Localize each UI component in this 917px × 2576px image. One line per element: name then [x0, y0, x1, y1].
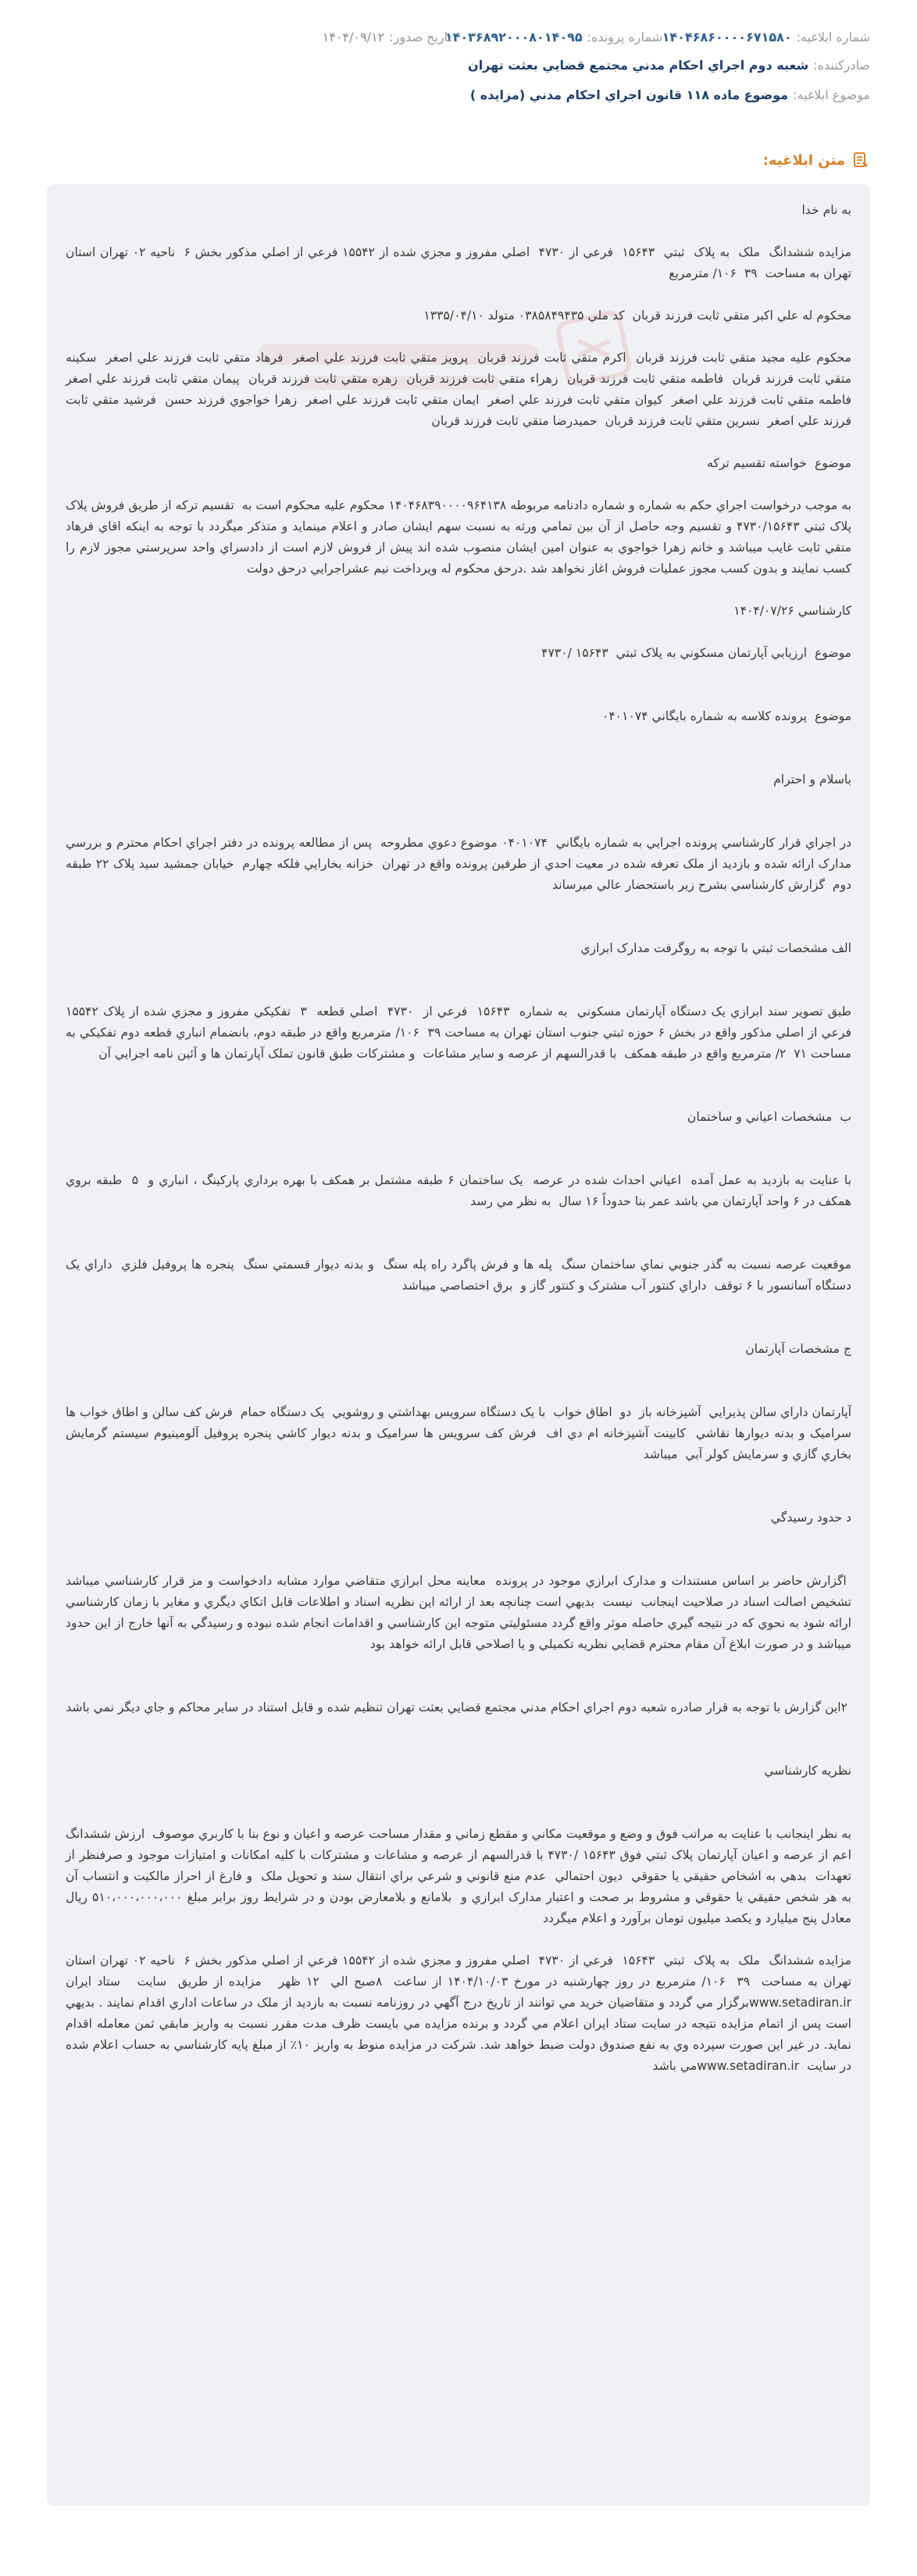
subject-row	[47, 80, 870, 109]
notice-body-text: به نام خدا مزايده ششدانگ ملک به پلاک ثبتي ۱۵۶۴۳ فرعي از ۴۷۳۰ اصلي مفروز و مجزي شده از ۱۵۵۴۲ فرعي از اصلي مذکور بخش ۶ ناحيه ۰۲ تهران استان تهران به مساحت ۳۹ ۱۰۶/ مترمربع محکوم له علي اکبر متقي ثابت فرزند قربان کد ملي ۰۳۸۵۸۴۹۴۳۵ متولد ۱۳۳۵/۰۴/۱۰ محکوم عليه مجيد متقي ثابت فرزند قربان اکرم متقي ثابت فرزند قربان پرويز متقي ثابت فرزند علي اصغر فرهاد متقي ثابت فرزند علي اصغر سکينه متقي ثابت فرزند قربان فاطمه متقي ثابت فرزند قربان زهراء متقي ثابت فرزند قربان زهره متقي ثابت فرزند قربان پيمان متقي ثابت فرزند علي اصغر فاطمه متقي ثابت فرزند علي اصغر کيوان متقي ثابت فرزند علي اصغر ايمان متقي ثابت فرزند علي اصغر زهرا خواجوي فرزند حسن فرشيد متقي ثابت فرزند علي اصغر نسرين متقي ثابت فرزند قربان حميدرضا متقي ثابت فرزند قربان موضوع خواسته تقسيم ترکه به موجب درخواست اجراي حکم به شماره و شماره دادنامه مربوطه ۱۴۰۴۶۸۳۹۰۰۰۰۹۶۴۱۳۸ محکوم عليه محکوم است به تقسيم ترکه از طريق فروش پلاک پلاک ثبتي ۴۷۳۰/۱۵۶۴۳ و تقسيم وجه حاصل از آن بين تمامي ورثه به نسبت سهم ايشان صادر و اعلام مينمايد و متذکر ميگردد با توجه به اينکه اقاي فرهاد متقي ثابت غايب ميباشد و خانم زهرا خواجوي به عنوان امين ايشان منصوب شده اند پيش از فروش لازم است از دادسراي واحد سرپرستي مجوز لازم را کسب نمايند و بدون کسب مجوز عمليات فروش اغاز نخواهد شد .درحق محکوم له ويرداخت نيم عشراجرايي درحق دولت کارشناسي ۱۴۰۴/۰۷/۲۶ موضوع ارزيابي آپارتمان مسکوني به پلاک ثبتي ۱۵۶۴۳ /۴۷۳۰ موضوع پرونده کلاسه به شماره بايگاني ۰۴۰۱۰۷۴ باسلام و احترام در اجراي قرار کارشناسي پرونده اجرايي به شماره بايگاني ۰۴۰۱۰۷۴ موضوع دعوي مطروحه پس از مطالعه پرونده در دفتر اجراي احکام محترم و بررسي مدارک ارائه شده و بازديد از ملک تعرفه شده در معيت احدي از طرفين پرونده واقع در تهران خزانه بخارايي فلکه چهارم خيابان جمشيد سيد پلاک ۲۲ طبقه دوم گزارش کارشناسي بشرح زير باستحضار عالي ميرساند الف مشخصات ثبتي با توجه به روگرفت مدارک ابرازي طبق تصوير سند ابرازي يک دستگاه آپارتمان مسکوني به شماره ۱۵۶۴۳ فرعي از ۴۷۳۰ اصلي قطعه ۳ تفکيکي مفروز و مجزي شده از پلاک ۱۵۵۴۲ فرعي از اصلي مذکور واقع در بخش ۶ حوزه ثبتي جنوب استان تهران به مساحت ۳۹ ۱۰۶/ مترمربع واقع در طبقه دوم، بانضمام انباري قطعه دوم تفکيکي به مساحت ۷۱ ۲/ مترمربع واقع در طبقه همکف با قدرالسهم از عرصه و ساير مشاعات و مشترکات طبق قانون تملک آپارتمان ها و آئين نامه اجرايي آن ب مشخصات اعياني و ساختمان با عنايت به بازديد به عمل آمده اعياني احداث شده در عرصه يک ساختمان ۶ طبقه مشتمل بر همکف با بهره برداري پارکينگ ، انباري و ۵ طبقه بروي همکف در ۶ واحد آپارتمان مي باشد عمر بنا حدوداً ۱۶ سال به نظر مي رسد موقعيت عرصه نسبت به گذر جنوبي نماي ساختمان سنگ پله ها و فرش پاگرد راه پله سنگ و بدنه ديوار قسمتي سنگ پنجره ها پروفيل فلزي داراي يک دستگاه آسانسور با ۶ توقف داراي کنتور آب مشترک و کنتور گاز و برق اختصاصي ميباشد ج مشخصات آپارتمان آپارتمان داراي سالن پذيرايي آشپزخانه باز دو اطاق خواب با يک دستگاه سرويس بهداشتي و روشويي يک دستگاه حمام فرش کف سالن و اطاق خواب ها سراميک و بدنه ديوارها نقاشي کابينت آشپزخانه ام دي اف فرش کف سرويس ها سراميک و بدنه ديوار کاشي پنجره پروفيل آلومينيوم سيستم گرمايش بخاري گازي و سرمايش کولر آبي ميباشد د حدود رسيدگي اگزارش حاضر بر اساس مستندات و مدارک ابرازي موجود در پرونده معاينه محل ابرازي متقاضي موارد مشابه دادخواست و مز قرار کارشناسي ميباشد تشخيص اصالت اسناد در صلاحيت اينجانب نيست بديهي است چنانچه بعد از ارائه اين نظريه اسناد و اطلاعات قابل اتکاي ديگري و مغاير با زمان کارشناسي ارائه شود به نحوي که در نتيجه گيري حاصله موثر واقع گردد مسئوليتي متوجه اين کارشناسي و اقدامات انجام شده نبوده و رسيدگي به آنها خارج از اين حدود ميباشد و در صورت ابلاغ آن مقام محترم قضايي نظريه تکميلي و يا اصلاحي قابل ارائه خواهد بود ۲اين گزارش با توجه به قرار صادره شعبه دوم اجراي احکام مدني مجتمع قضايي بعثت تهران تنظيم شده و قابل استناد در ساير محاکم و جاي ديگر نمي باشد نظريه کارشناسي به نظر اينجانب با عنايت به مراتب فوق و وضع و موقعيت مکاني و مقطع زماني و مقدار مساحت عرصه و اعيان و نوع بنا با کاربري موصوف ارزش ششدانگ اعم از عرصه و اعيان آپارتمان پلاک ثبتي فوق ۱۵۶۴۳ /۴۷۳۰ با قدرالسهم از عرصه و مشاعات و مشترکات با کليه امکانات و امتيازات موجود و صرفنظر از تعهدات بدهي به اشخاص حقيقي يا حقوقي ديون احتمالي عدم منع قانوني و شرعي براي انتقال سند و تحويل ملک و فارغ از احراز مالکيت و انتساب آن به هر شخص حقيقي يا حقوقي و مشروط بر صحت و اعتبار مدارک ابرازي و بلامانع و بلامعارض بودن و در شرايط روز برابر مبلغ ۵۱۰،۰۰۰،۰۰۰،۰۰۰ ريال معادل پنج ميليارد و يکصد ميليون تومان برآورد و اعلام ميگردد مزايده ششدانگ ملک به پلاک ثبتي ۱۵۶۴۳ فرعي از ۴۷۳۰ اصلي مفروز و مجزي شده از ۱۵۵۴۲ فرعي از اصلي مذکور بخش ۶ ناحيه ۰۲ تهران استان تهران به مساحت ۳۹ ۱۰۶/ مترمربع در روز چهارشنبه در مورخ ۱۴۰۴/۱۰/۰۳ از ساعت ۸صبح الي ۱۲ ظهر مزايده از طريق سايت ستاد ايران www.setadiran.irبرگزار مي گردد و متقاضيان خريد مي توانند از تاريخ درج آگهي در روزنامه نسبت به بازديد از ملک در ساعات اداري اقدام نمايند . بديهي است پس از اتمام مزايده نتيجه در سايت ستاد ايران اعلام مي گردد و برنده مزايده مي بايست ظرف مدت مقرر نسبت به واريز مابقي ثمن معامله اقدام نمايد. در غير اين صورت سپرده وي به نفع صندوق دولت ضبط خواهد شد. شرکت در مزايده منوط به واريز ۱۰٪ از مبلغ پايه کارشناسي به حساب اعلام شده در سايت www.setadiran.irمي باشد	[66, 203, 852, 2073]
subject-label: موضوع ابلاغيه:	[793, 87, 870, 102]
document-icon	[851, 151, 870, 169]
case-number-label: شماره پرونده:	[587, 29, 662, 45]
meta-row-numbers	[47, 23, 870, 50]
notice-text-title	[763, 151, 870, 169]
notice-number-value: ۱۴۰۴۶۸۶۰۰۰۰۶۷۱۵۸۰	[662, 29, 792, 45]
notice-header	[47, 23, 870, 109]
notice-body-card	[47, 184, 870, 2506]
subject-value: موضوع ماده ۱۱۸ قانون اجراي احکام مدني (مزايده )	[469, 87, 789, 102]
case-number-field	[444, 29, 662, 45]
notice-number-label: شماره ابلاغيه:	[796, 29, 870, 45]
case-number-value: ۱۴۰۳۶۸۹۲۰۰۰۸۰۱۴۰۹۵	[444, 29, 583, 45]
issuer-label: صادرکننده:	[813, 57, 870, 73]
issuer-row	[47, 50, 870, 80]
issuer-value: شعبه دوم اجراي احکام مدني مجتمع قضايي بعثت تهران	[468, 57, 809, 73]
notice-number-field	[662, 30, 870, 45]
issue-date-value: ۱۴۰۴/۰۹/۱۲	[322, 29, 385, 45]
issue-date-label: تاريخ صدور:	[389, 29, 451, 45]
issue-date-field	[264, 30, 451, 45]
notice-text-label: متن ابلاغيه:	[762, 152, 845, 169]
